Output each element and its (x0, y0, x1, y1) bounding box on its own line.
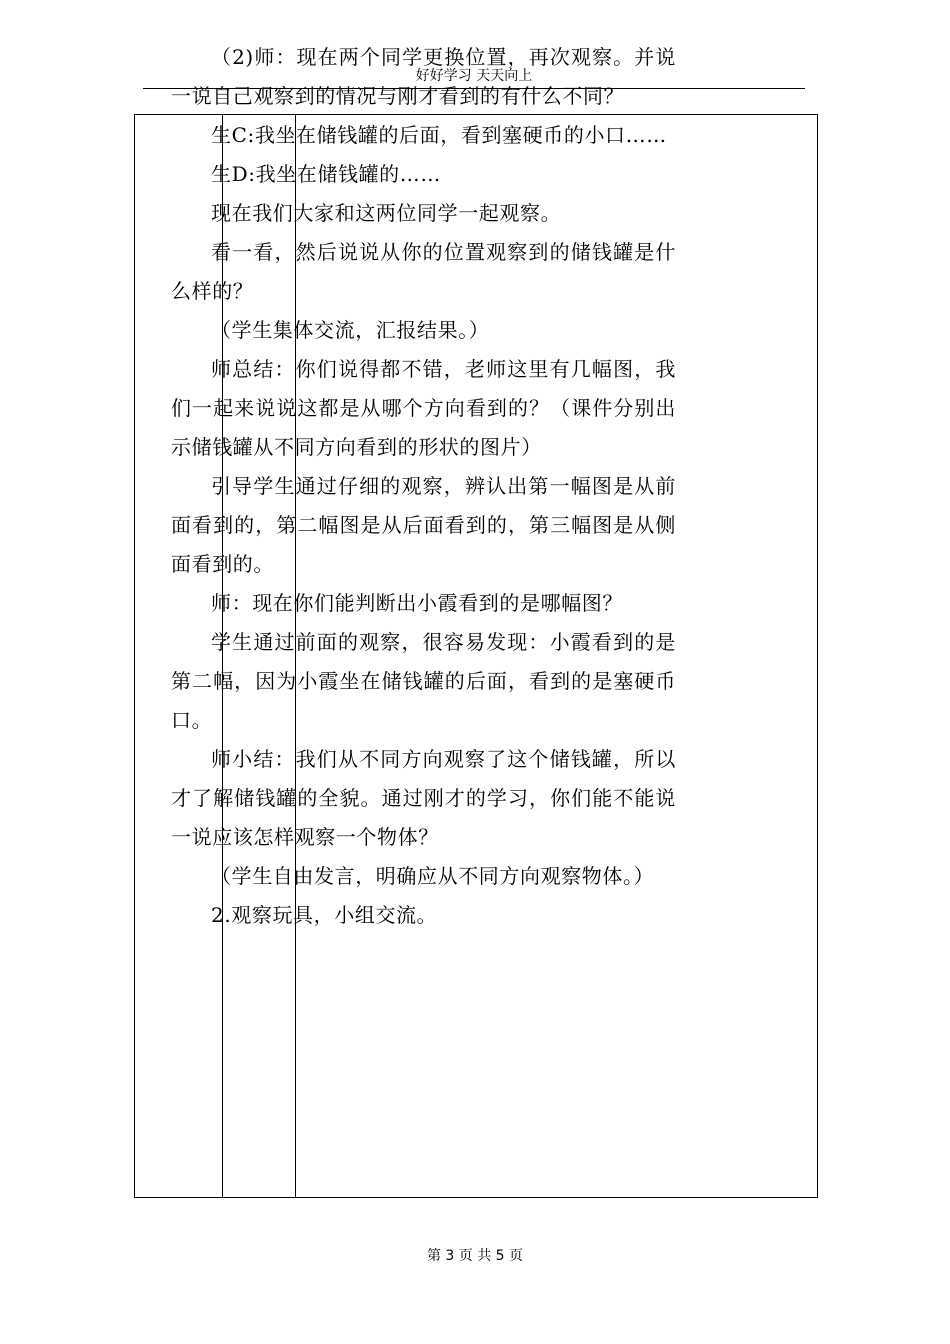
page-header: 好好学习 天天向上 (415, 68, 533, 84)
paragraph: 学生通过前面的观察，很容易发现：小霞看到的是第二幅，因为小霞坐在储钱罐的后面，看到的是塞硬币口。 (171, 630, 676, 732)
paragraph: 师总结：你们说得都不错，老师这里有几幅图，我们一起来说说这都是从哪个方向看到的？（课件分别出示储钱罐从不同方向看到的形状的图片） (171, 357, 676, 459)
lesson-content-cell (171, 38, 676, 935)
paragraph: （学生自由发言，明确应从不同方向观察物体。） (211, 864, 655, 888)
page-number: 第 3 页 共 5 页 (426, 1248, 524, 1264)
paragraph: （学生集体交流，汇报结果。） (211, 318, 490, 342)
paragraph: 2.观察玩具，小组交流。 (211, 903, 438, 927)
paragraph: 现在我们大家和这两位同学一起观察。 (211, 201, 562, 225)
paragraph: 看一看，然后说说从你的位置观察到的储钱罐是什么样的？ (171, 240, 676, 303)
paragraph: 生C:我坐在储钱罐的后面，看到塞硬币的小口…… (211, 123, 667, 147)
paragraph: 生D:我坐在储钱罐的…… (211, 162, 441, 186)
paragraph: （2)师：现在两个同学更换位置，再次观察。并说一说自己观察到的情况与刚才看到的有什么不同？ (171, 45, 676, 108)
paragraph: 师：现在你们能判断出小霞看到的是哪幅图？ (211, 591, 623, 615)
paragraph: 引导学生通过仔细的观察，辨认出第一幅图是从前面看到的，第二幅图是从后面看到的，第三幅图是从侧面看到的。 (171, 474, 676, 576)
paragraph: 师小结：我们从不同方向观察了这个储钱罐，所以才了解储钱罐的全貌。通过刚才的学习，你们能不能说一说应该怎样观察一个物体？ (171, 747, 676, 849)
